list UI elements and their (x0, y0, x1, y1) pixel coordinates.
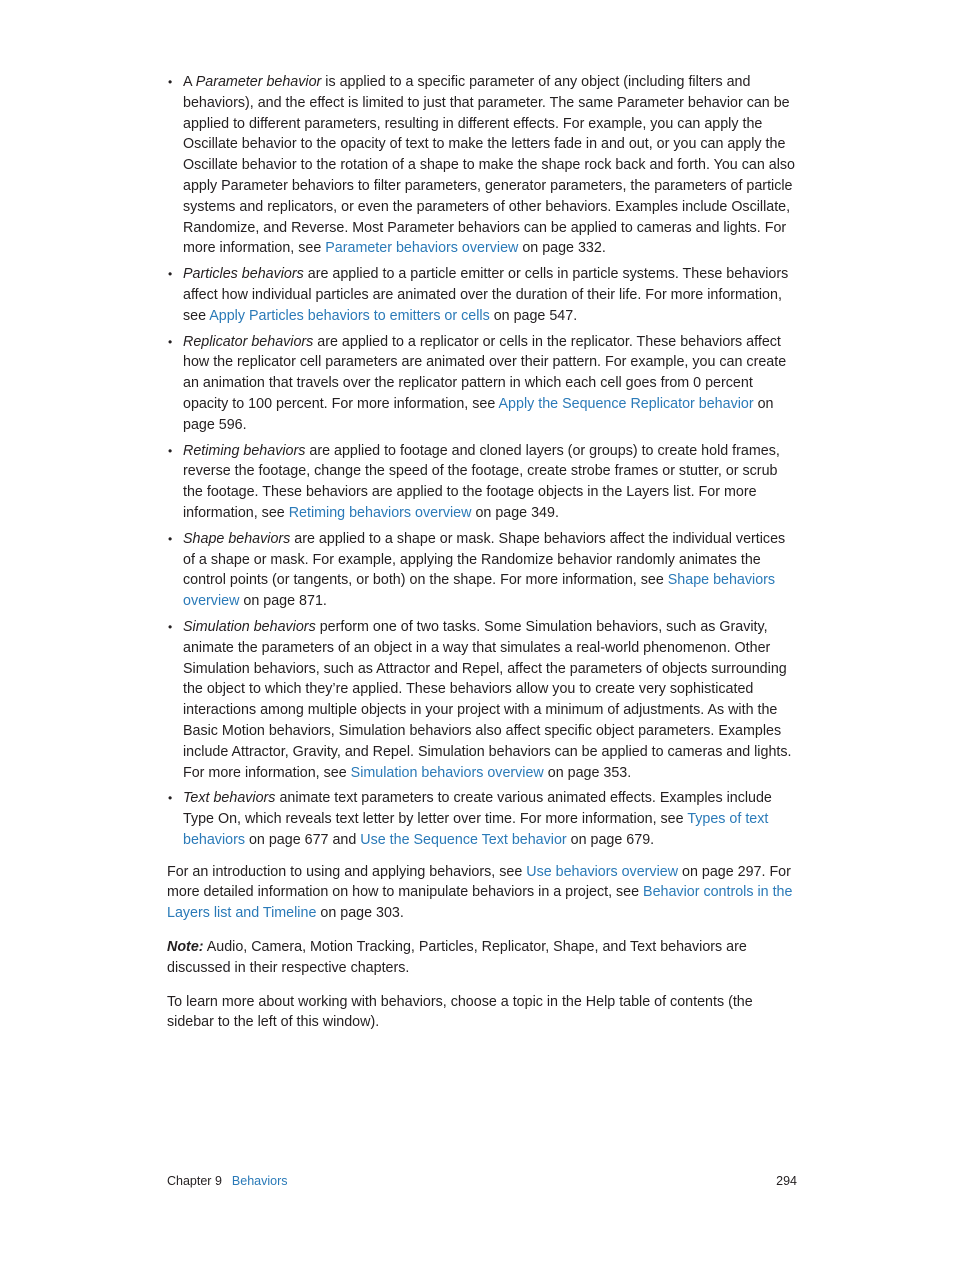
intro-text: on page 303. (316, 905, 404, 922)
item-tail: on page 332. (518, 240, 606, 257)
list-item (167, 264, 799, 326)
link-retiming-behaviors-overview[interactable]: Retiming behaviors overview (288, 504, 472, 521)
list-item (167, 529, 799, 612)
intro-paragraph (167, 862, 799, 924)
link-apply-particles-behaviors[interactable]: Apply Particles behaviors to emitters or cells (209, 307, 490, 324)
page-number: 294 (776, 1174, 797, 1188)
list-item (167, 617, 799, 783)
intro-text: For an introduction to using and applying behaviors, see (167, 863, 527, 880)
item-tail: on page 353. (543, 764, 632, 781)
footer-chapter-title-link[interactable]: Behaviors (231, 1174, 288, 1188)
item-body: are applied to footage and cloned layers (or groups) to create hold frames, reverse the footage, change the speed of the footage, create strobe frames or stutter, or scrub the footage. These behaviors are applied to the footage objects in the Layers list. For more information, see (183, 442, 780, 521)
bullet-icon: • (168, 619, 173, 634)
list-item (167, 72, 799, 259)
list-item (167, 332, 799, 436)
footer-chapter: Chapter 9 (167, 1174, 222, 1188)
link-simulation-behaviors-overview[interactable]: Simulation behaviors overview (350, 764, 544, 781)
item-body: are applied to a particle emitter or cells in particle systems. These behaviors affect how individual particles are animated over the duration of their life. For more information, see (183, 266, 789, 324)
item-body: are applied to a replicator or cells in the replicator. These behaviors affect how the replicator cell parameters are animated over their pattern. For example, you can create an animation that travels over the replicator pattern in which each cell goes from 0 percent opacity to 100 percent. For more information, see (183, 333, 787, 412)
page-body (167, 72, 799, 1033)
bullet-icon: • (168, 791, 173, 806)
link-parameter-behaviors-overview[interactable]: Parameter behaviors overview (325, 240, 519, 257)
link-use-behaviors-overview[interactable]: Use behaviors overview (526, 863, 679, 880)
note-paragraph (167, 937, 799, 979)
item-body: perform one of two tasks. Some Simulation behaviors, such as Gravity, animate the parameters of an object in a way that simulates a real-world phenomenon. Other Simulation behaviors, such as Attractor and Repel, affect the parameters of objects surrounding the object to which they’re applied. These behaviors allow you to create very sophisticated interactions among multiple objects in your project with a minimum of adjustments. As with the Basic Motion behaviors, Simulation behaviors also affect specific object parameters. Examples include Attractor, Gravity, and Repel. Simulation behaviors can be applied to cameras and lights. For more information, see (183, 618, 792, 781)
item-tail: on page 547. (489, 307, 578, 324)
item-tail: on page 596. (183, 395, 774, 433)
item-term: Text behaviors (183, 790, 276, 807)
page-footer (167, 1172, 799, 1190)
list-item (167, 441, 799, 524)
link-sequence-text-behavior[interactable]: Use the Sequence Text behavior (360, 831, 567, 848)
item-body: animate text parameters to create various animated effects. Examples include Type On, which reveals text letter by letter over time. For more information, see (183, 790, 772, 828)
item-term: Shape behaviors (183, 530, 291, 547)
item-term: Parameter behavior (195, 74, 322, 90)
item-tail: on page 871. (239, 593, 327, 610)
link-behavior-controls[interactable]: Behavior controls in the Layers list and Timeline (167, 884, 793, 922)
item-prefix: A (183, 74, 196, 90)
item-term: Replicator behaviors (183, 333, 314, 350)
link-sequence-replicator-behavior[interactable]: Apply the Sequence Replicator behavior (498, 395, 754, 412)
item-term: Particles behaviors (183, 266, 304, 283)
item-tail: on page 679. (566, 831, 655, 848)
bullet-icon: • (168, 443, 173, 458)
list-item (167, 788, 799, 850)
bullet-icon: • (168, 75, 173, 89)
bullet-icon: • (168, 334, 173, 349)
item-term: Simulation behaviors (183, 618, 316, 635)
link-types-of-text-behaviors[interactable]: Types of text behaviors (183, 811, 769, 848)
link-shape-behaviors-overview[interactable]: Shape behaviors overview (183, 572, 776, 610)
item-body: is applied to a specific parameter of any object (including filters and behaviors), and the effect is limited to just that parameter. The same Parameter behavior can be applied to different parameters, resulting in different effects. For example, you can apply the Oscillate behavior to the opacity of text to make the letters fade in and out, or you can apply the Oscillate behavior to the rotation of a shape to make the shape rock back and forth. You can also apply Parameter behaviors to filter parameters, generator parameters, the parameters of particle systems and replicators, or even the parameters of other behaviors. Examples include Oscillate, Randomize, and Reverse. Most Parameter behaviors can be applied to cameras and lights. For more information, see (183, 74, 795, 257)
behavior-types-list (167, 72, 799, 851)
item-body: are applied to a shape or mask. Shape behaviors affect the individual vertices of a shape or mask. For example, applying the Randomize behavior randomly animates the control points (or tangents, or both) on the shape. For more information, see (183, 530, 786, 589)
item-term: Retiming behaviors (183, 442, 306, 459)
intro-text: on page 297. For more detailed information on how to manipulate behaviors in a project, see (167, 863, 791, 901)
bullet-icon: • (168, 531, 173, 546)
item-tail: on page 349. (471, 504, 559, 521)
bullet-icon: • (168, 267, 173, 282)
item-tail: on page 677 and (245, 831, 361, 848)
closing-paragraph: To learn more about working with behaviors, choose a topic in the Help table of contents (the sidebar to the left of this window). (167, 993, 753, 1031)
note-text: Audio, Camera, Motion Tracking, Particles, Replicator, Shape, and Text behaviors are discussed in their respective chapters. (167, 939, 747, 976)
note-label: Note: (167, 939, 204, 956)
